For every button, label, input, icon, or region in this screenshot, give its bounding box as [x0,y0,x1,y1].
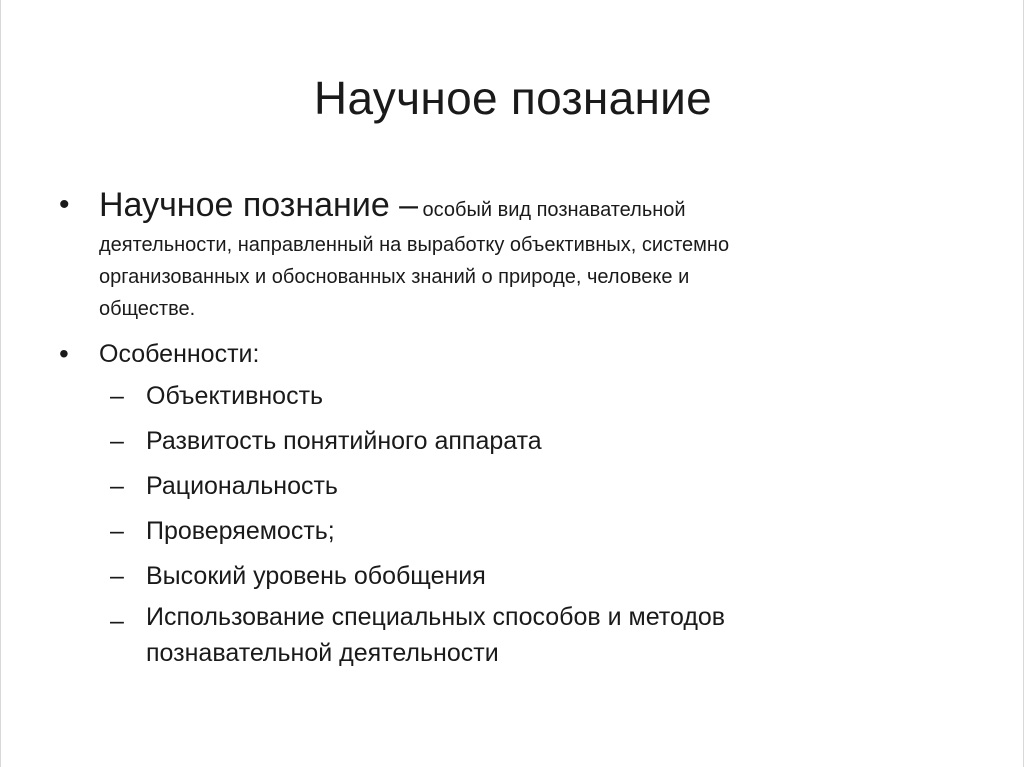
feature-label: Объективность [146,382,324,410]
definition-text-4: обществе. [99,298,196,320]
dash-icon: – [110,517,124,545]
features-heading: Особенности: [99,340,260,368]
slide-title: Научное познание [313,72,713,124]
feature-label: Развитость понятийного аппарата [146,427,542,455]
definition-text-3: организованных и обоснованных знаний о природе, человеке и [99,266,690,288]
feature-label-continued: познавательной деятельности [146,639,499,667]
dash-icon: – [110,472,124,500]
bullet-icon: • [59,338,69,369]
list-item [110,599,946,671]
list-item [110,374,946,419]
dash-icon: – [110,607,124,635]
feature-label: Проверяемость; [146,517,335,545]
feature-label: Рациональность [146,472,338,500]
list-item [110,509,946,554]
dash-icon: – [110,427,124,455]
definition-text-2: деятельности, направленный на выработку объективных, системно [99,234,730,256]
definition-first-line [99,186,929,229]
definition-bullet [59,186,929,325]
feature-label: Высокий уровень обобщения [146,562,486,590]
features-bullet [59,334,929,374]
feature-label: Использование специальных способов и методов [146,603,726,631]
definition-text-1: особый вид познавательной [422,199,686,221]
list-item [110,464,946,509]
definition-term: Научное познание – [99,186,419,224]
dash-icon: – [110,562,124,590]
dash-icon: – [110,382,124,410]
list-item [110,419,946,464]
features-list [110,374,946,671]
bullet-icon: • [59,188,70,221]
list-item [110,554,946,599]
